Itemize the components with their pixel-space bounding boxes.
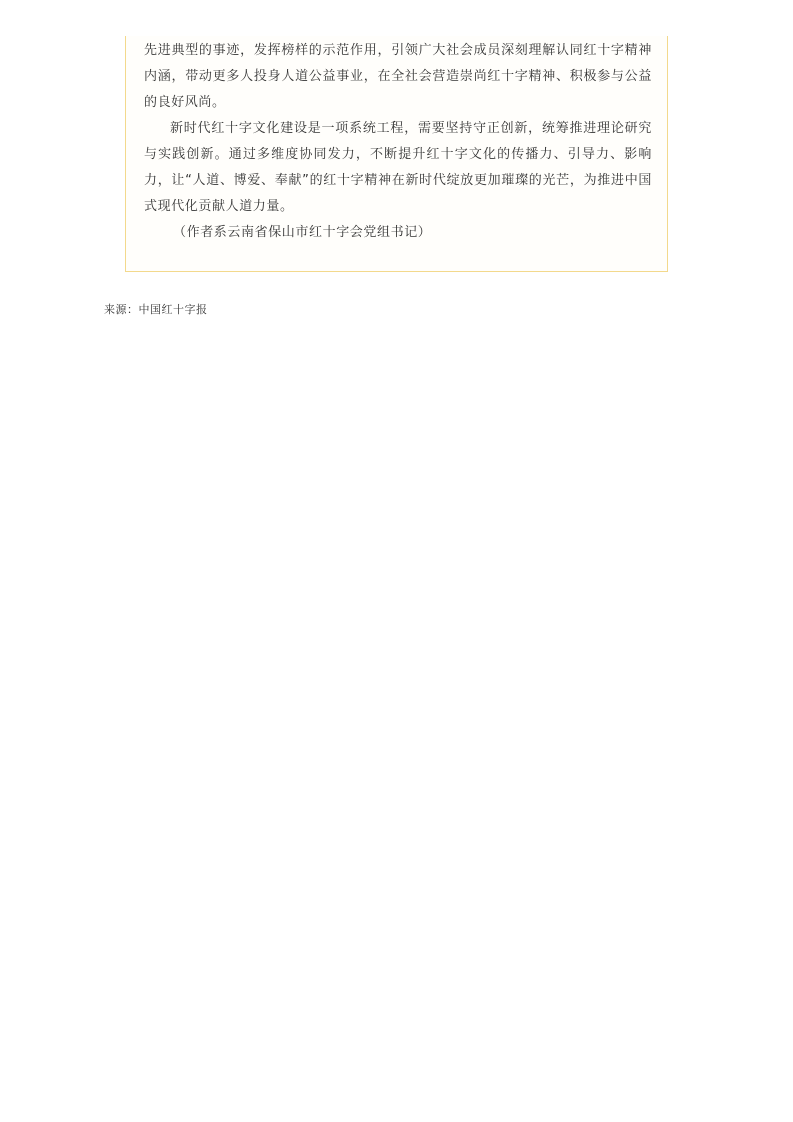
source-credit: 来源：中国红十字报: [104, 303, 208, 316]
article-paragraph-culture-building: 新时代红十字文化建设是一项系统工程，需要坚持守正创新，统筹推进理论研究与实践创新。通过多维度协同发力，不断提升红十字文化的传播力、引导力、影响力，让“人道、博爱、奉献”的红十字精神在新时代绽放更加璀璨的光芒，为推进中国式现代化贡献人道力量。: [144, 121, 652, 214]
article-content-box: [125, 36, 668, 272]
author-byline: （作者系云南省保山市红十字会党组书记）: [173, 225, 432, 240]
article-body: [144, 38, 652, 246]
article-paragraph-continued: 先进典型的事迹，发挥榜样的示范作用，引领广大社会成员深刻理解认同红十字精神内涵，带动更多人投身人道公益事业，在全社会营造崇尚红十字精神、积极参与公益的良好风尚。: [144, 43, 652, 110]
